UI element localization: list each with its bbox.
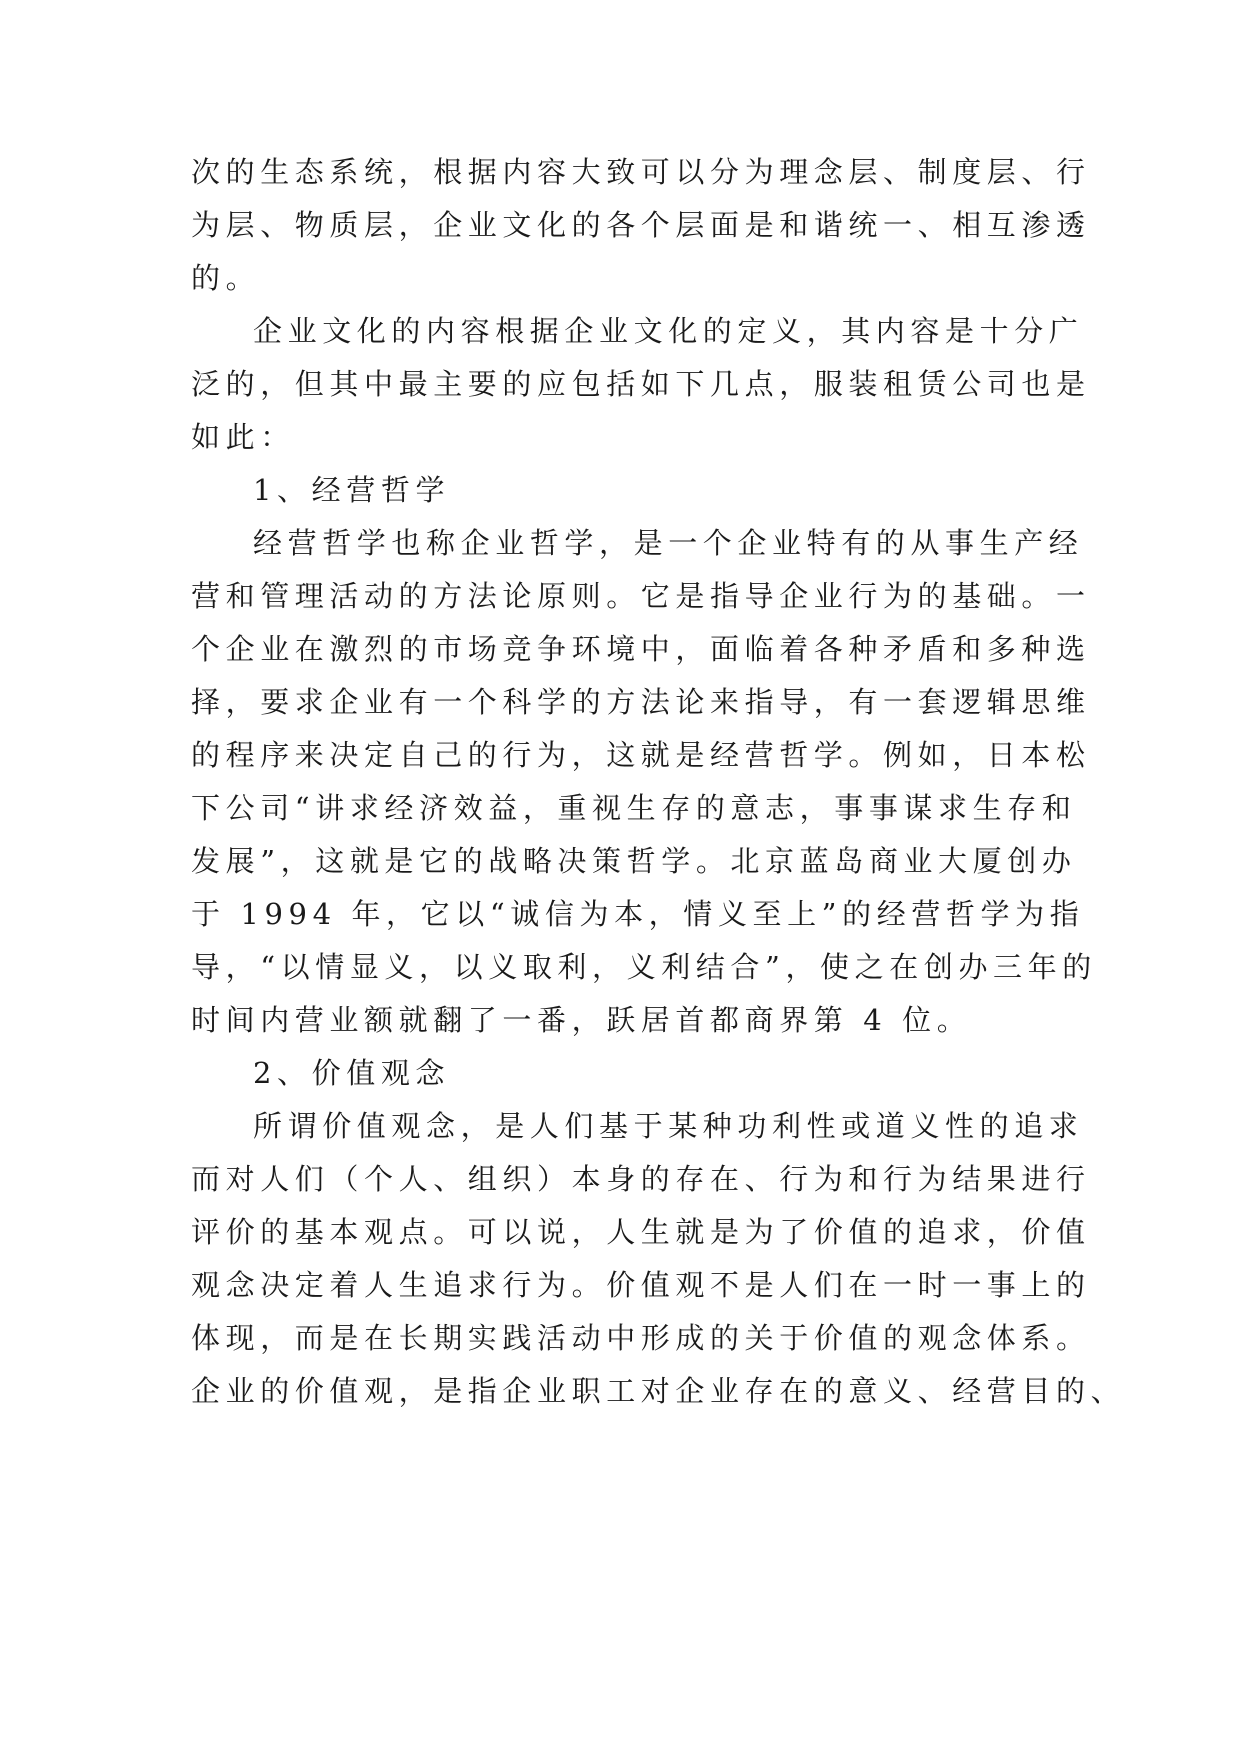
text-line: 择，要求企业有一个科学的方法论来指导，有一套逻辑思维 <box>191 685 1091 719</box>
text-line: 导，“以情显义，以义取利，义利结合”，使之在创办三年的 <box>191 950 1097 984</box>
text-line: 评价的基本观点。可以说，人生就是为了价值的追求，价值 <box>191 1215 1091 1249</box>
text-line: 营和管理活动的方法论原则。它是指导企业行为的基础。一 <box>191 579 1091 613</box>
text-line: 体现，而是在长期实践活动中形成的关于价值的观念体系。 <box>191 1321 1091 1355</box>
text-line: 次的生态系统，根据内容大致可以分为理念层、制度层、行 <box>191 155 1091 189</box>
text-line: 如此： <box>191 420 295 454</box>
text-line: 企业的价值观，是指企业职工对企业存在的意义、经营目的、 <box>191 1374 1126 1408</box>
text-line: 为层、物质层，企业文化的各个层面是和谐统一、相互渗透 <box>191 208 1091 242</box>
text-line: 所谓价值观念，是人们基于某种功利性或道义性的追求 <box>253 1109 1084 1143</box>
text-line: 个企业在激烈的市场竞争环境中，面临着各种矛盾和多种选 <box>191 632 1091 666</box>
text-line: 观念决定着人生追求行为。价值观不是人们在一时一事上的 <box>191 1268 1091 1302</box>
text-line: 泛的，但其中最主要的应包括如下几点，服装租赁公司也是 <box>191 367 1091 401</box>
text-line: 而对人们（个人、组织）本身的存在、行为和行为结果进行 <box>191 1162 1091 1196</box>
text-line: 于 1994 年，它以“诚信为本，情义至上”的经营哲学为指 <box>191 897 1085 931</box>
text-line: 经营哲学也称企业哲学，是一个企业特有的从事生产经 <box>253 526 1084 560</box>
text-line: 企业文化的内容根据企业文化的定义，其内容是十分广 <box>253 314 1084 348</box>
text-line: 发展”，这就是它的战略决策哲学。北京蓝岛商业大厦创办 <box>191 844 1077 878</box>
text-line: 时间内营业额就翻了一番，跃居首都商界第 4 位。 <box>191 1003 972 1037</box>
text-line: 的。 <box>191 261 261 295</box>
section-heading: 1、经营哲学 <box>253 473 451 507</box>
section-heading: 2、价值观念 <box>253 1056 451 1090</box>
text-line: 下公司“讲求经济效益，重视生存的意志，事事谋求生存和 <box>191 791 1077 825</box>
text-line: 的程序来决定自己的行为，这就是经营哲学。例如，日本松 <box>191 738 1091 772</box>
